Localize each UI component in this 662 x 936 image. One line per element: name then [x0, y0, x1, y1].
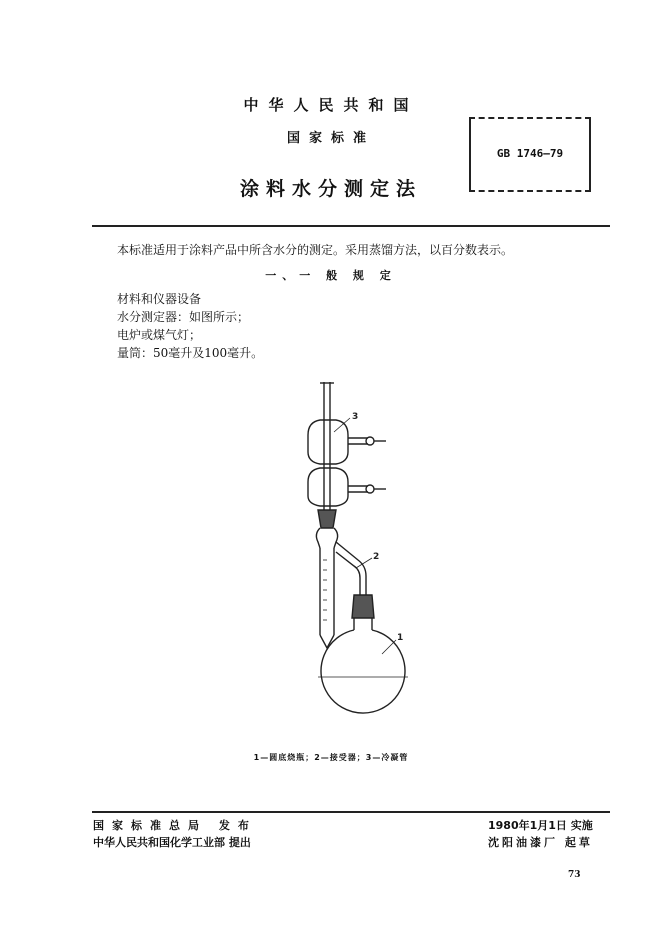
page-number: 73	[568, 870, 581, 880]
label-2: 2	[373, 552, 380, 562]
standard-code: GB 1746—79	[496, 147, 564, 160]
section-heading: 一、一 般 规 定	[265, 269, 397, 282]
label-1: 1	[397, 633, 404, 643]
effective-date: 1980年1月1日 实施	[488, 819, 593, 832]
label-3: 3	[352, 412, 359, 422]
standard-type: 国家标准	[286, 131, 375, 146]
list-item: 水分测定器：如图所示；	[117, 310, 250, 324]
drafter-line: 沈阳油漆厂 起草	[488, 836, 593, 849]
issuer-line: 国家标准总局 发布	[93, 819, 257, 832]
footer-divider	[92, 811, 610, 813]
header-divider	[92, 225, 610, 227]
document-title: 涂料水分测定法	[239, 178, 422, 200]
intro-paragraph: 本标准适用于涂料产品中所含水分的测定。采用蒸馏方法，以百分数表示。	[117, 243, 514, 257]
list-item: 量筒：50毫升及100毫升。	[117, 346, 264, 360]
proposer-line: 中华人民共和国化学工业部 提出	[93, 836, 251, 849]
list-item: 材料和仪器设备	[117, 292, 202, 306]
figure-caption: 1—圆底烧瓶；2—接受器；3—冷凝管	[253, 753, 409, 762]
country-name: 中华人民共和国	[243, 96, 419, 114]
apparatus-diagram	[290, 380, 430, 725]
equipment-list	[117, 290, 263, 362]
list-item: 电炉或煤气灯；	[117, 328, 202, 342]
